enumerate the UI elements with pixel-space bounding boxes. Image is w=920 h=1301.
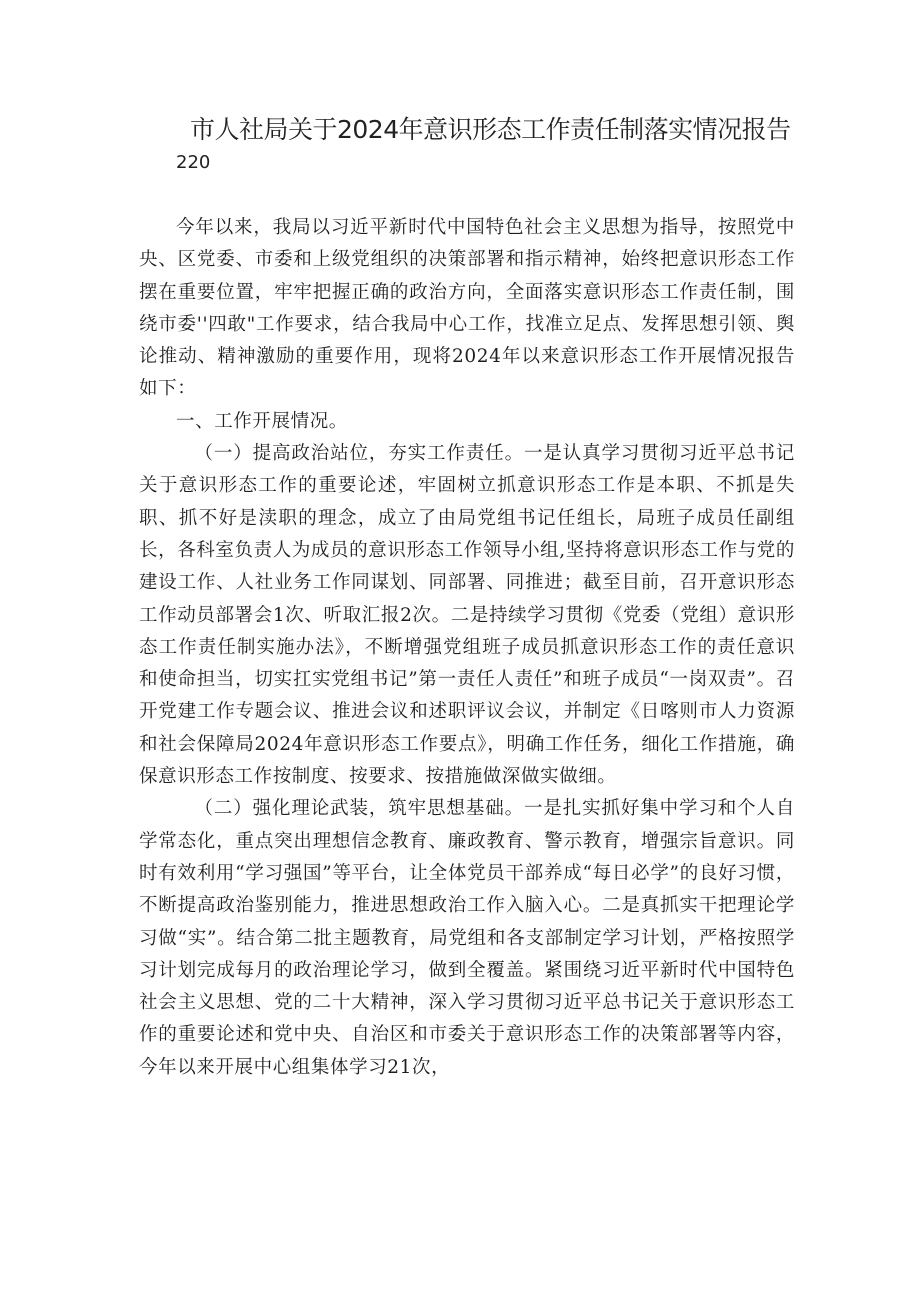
document-title: 市人社局关于2024年意识形态工作责任制落实情况报告: [190, 115, 791, 144]
paragraph-item-2: （二）强化理论武装，筑牢思想基础。一是扎实抓好集中学习和个人自学常态化，重点突出理想信念教育、廉政教育、警示教育，增强宗旨意识。同时有效利用“学习强国”等平台，让全体党员干部养成“每日必学”的良好习惯，不断提高政治鉴别能力，推进思想政治工作入脑入心。二是真抓实干把理论学习做“实”。结合第二批主题教育，局党组和各支部制定学习计划，严格按照学习计划完成每月的政治理论学习，做到全覆盖。紧围绕习近平新时代中国特色社会主义思想、党的二十大精神，深入学习贯彻习近平总书记关于意识形态工作的重要论述和党中央、自治区和市委关于意识形态工作的决策部署等内容，今年以来开展中心组集体学习21次，: [139, 798, 795, 1078]
document-subtitle: 220: [176, 152, 211, 173]
intro-paragraph: 今年以来，我局以习近平新时代中国特色社会主义思想为指导，按照党中央、区党委、市委和上级党组织的决策部署和指示精神，始终把意识形态工作摆在重要位置，牢牢把握正确的政治方向，全面落实意识形态工作责任制，围绕市委''四敢"工作要求，结合我局中心工作，找准立足点、发挥思想引领、舆论推动、精神激励的重要作用，现将2024年以来意识形态工作开展情况报告如下：: [139, 217, 795, 400]
paragraph-item-1: （一）提高政治站位，夯实工作责任。一是认真学习贯彻习近平总书记关于意识形态工作的重要论述，牢固树立抓意识形态工作是本职、不抓是失职、抓不好是渎职的理念，成立了由局党组书记任组长，局班子成员任副组长，各科室负责人为成员的意识形态工作领导小组,坚持将意识形态工作与党的建设工作、人社业务工作同谋划、同部署、同推进；截至目前，召开意识形态工作动员部署会1次、听取汇报2次。二是持续学习贯彻《党委（党组）意识形态工作责任制实施办法》，不断增强党组班子成员抓意识形态工作的责任意识和使命担当，切实扛实党组书记”第一责任人责任”和班子成员“一岗双责”。召开党建工作专题会议、推进会议和述职评议会议，并制定《日喀则市人力资源和社会保障局2024年意识形态工作要点》，明确工作任务，细化工作措施，确保意识形态工作按制度、按要求、按措施做深做实做细。: [139, 443, 795, 788]
section-heading-1: 一、工作开展情况。: [176, 410, 348, 432]
document-body: [139, 212, 795, 1084]
